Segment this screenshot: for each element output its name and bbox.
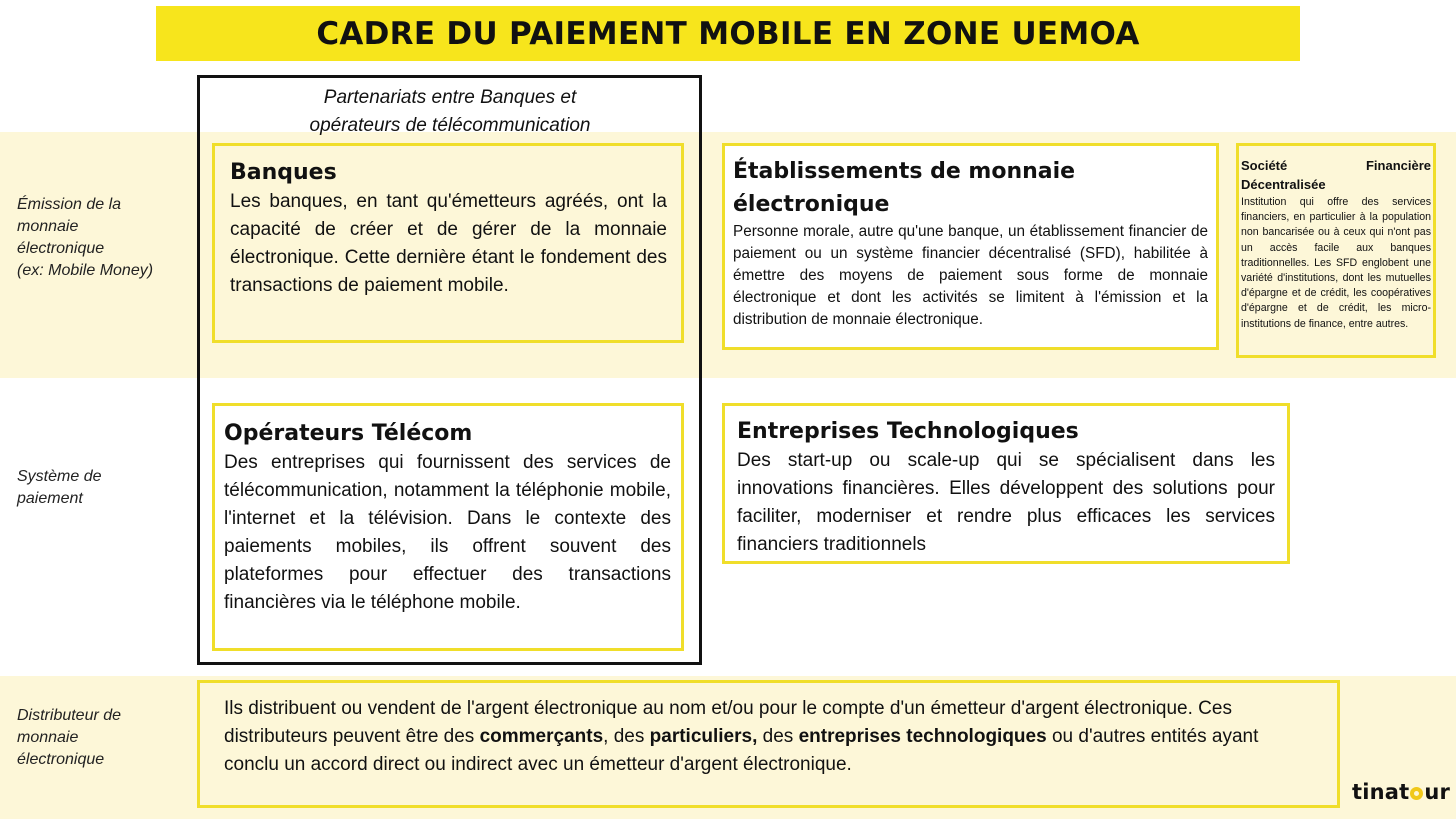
card-sfd [1236,143,1436,358]
page-title: CADRE DU PAIEMENT MOBILE EN ZONE UEMOA [316,15,1140,52]
dist-text-part2: , des [603,726,650,747]
logo-text-start: tinat [1352,780,1410,804]
card-distributeurs-text [224,695,1287,779]
card-etablissements-text: Personne morale, autre qu'une banque, un établissement financier de paiement ou un système financier décentralisé (SFD), habilitée à émettre des moyens de paiement sous forme de monnaie électronique et dont les activités se limitent à l'émission et la distribution de monnaie électronique. [733,223,1208,328]
logo-o-ring-icon [1410,787,1423,800]
card-entreprises-technologiques [722,403,1290,564]
card-sfd-title: Société Financière Décentralisée [1241,158,1431,192]
row-label-emission: Émission de la monnaie électronique (ex: Mobile Money) [17,196,154,279]
dist-bold-particuliers: particuliers, [649,726,758,747]
card-sfd-text: Institution qui offre des services financiers, en particulier à la population non bancarisée ou à ceux qui n'ont pas un accès facile aux banques traditionnelles. Les SFD englobent une variété d'institutions, dont les mutuelles d'épargne et de crédit, les coopératives d'épargne et de crédit, les micro-institutions de finance, entre autres. [1241,196,1431,330]
card-etablissements-monnaie [722,143,1219,350]
card-entreprises-text: Des start-up ou scale-up qui se spécialisent dans les innovations financières. Elles développent des solutions pour faciliter, moderniser et rendre plus efficaces les services financiers traditionnels [737,450,1275,555]
tinatour-logo [1352,780,1450,804]
card-etablissements-title: Établissements de monnaie électronique [733,159,1076,217]
dist-text-part3: des [757,726,799,747]
card-banques [212,143,684,343]
card-operateurs-telecom [212,403,684,651]
row-label-systeme: Système de paiement [17,468,102,507]
row-label-distributeur: Distributeur de monnaie électronique [17,707,122,768]
card-banques-title: Banques [230,160,337,185]
card-operateurs-text: Des entreprises qui fournissent des services de télécommunication, notamment la téléphonie mobile, l'internet et la télévision. Dans le contexte des paiements mobiles, ils offrent souvent des plateformes pour effectuer des transactions financières via le téléphone mobile. [224,452,671,613]
dist-text-part1: Ils distribuent ou vendent de l'argent électronique au nom et/ou pour le compte d'un émetteur d'argent électronique. Ces distributeurs peuvent être des [224,698,1232,747]
card-operateurs-title: Opérateurs Télécom [224,421,473,446]
dist-bold-commercants: commerçants [479,726,604,747]
card-distributeurs [197,680,1340,808]
title-banner [156,6,1300,61]
dist-text-part4: ou d'autres entités ayant conclu un accord direct ou indirect avec un émetteur d'argent électronique. [224,726,1259,775]
card-entreprises-title: Entreprises Technologiques [737,419,1079,444]
partnership-title: Partenariats entre Banques et opérateurs de télécommunication [309,87,591,136]
logo-text-end: ur [1424,780,1451,804]
dist-bold-entreprises: entreprises technologiques [798,726,1047,747]
card-banques-text: Les banques, en tant qu'émetteurs agréés, ont la capacité de créer et de gérer de la monnaie électronique. Cette dernière étant le fondement des transactions de paiement mobile. [230,191,667,296]
